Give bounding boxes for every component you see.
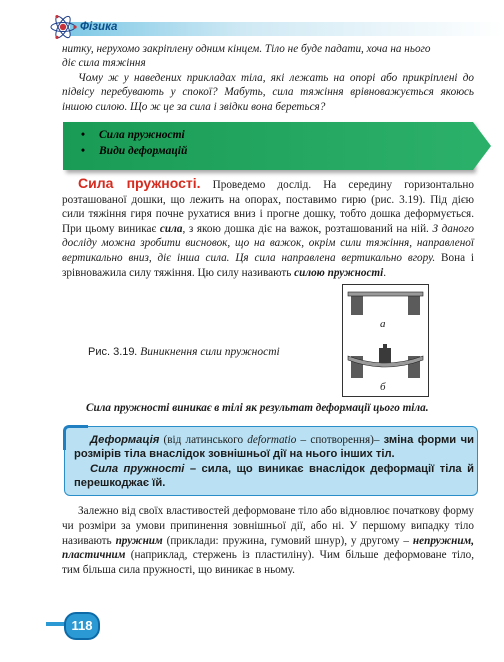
definition-box bbox=[64, 426, 478, 496]
section-text-3: Вона і зрівноважила силу тяжіння. Цю силу називають bbox=[62, 251, 474, 279]
figure-caption bbox=[88, 346, 280, 358]
intro-paragraph bbox=[62, 42, 474, 114]
intro-line-2: діє сила тяжіння bbox=[62, 57, 146, 70]
term-sila: сила bbox=[159, 222, 183, 235]
definition-term-deformation: Деформація bbox=[90, 434, 160, 446]
topics-arrow bbox=[473, 122, 491, 170]
section-conclusion: З даного досліду можна зробити висновок, що на важок, окрім сили тяжіння, направленої вертикально вниз, діє інша сила. Ця сила направлена вертикально вгору. bbox=[62, 222, 474, 264]
section-paragraph: Сила пружності. Проведемо дослід. На середину горизонтально розташованої дошки, що лежить на опорах, поставимо гирю (рис. 3.19). Під дією сили тяжіння гиря почне рухатися вниз і прогне дошку, тобто дошка деформується. При цьому виникає сила, з якою дошка діє на важок, розташований на ній. З даного досліду можна зробити висновок, що на важок, окрім сили тяжіння, направленої вертикально вниз, діє інша сила. Ця сила направлена вертикально вгору. Вона і зрівноважила силу тяжіння. Цю силу називають силою пружності. bbox=[62, 175, 474, 279]
key-statement: Сила пружності виникає в тілі як результат деформації цього тіла. bbox=[86, 402, 429, 414]
closing-paragraph: Залежно від своїх властивостей деформоване тіло або відновлює початкову форму чи розміри за умови припинення зовнішньої дії, або ні. У першому випадку тіло називають пружним (приклади: пружина, гумовий шнур), у другому – непружним, пластичним (наприклад, стержень із пластиліну). Чим більше деформоване тіло, тим більша сила пружності, що виникає в ньому. bbox=[62, 505, 474, 577]
atom-logo-icon bbox=[48, 12, 78, 42]
intro-line-1: нитку, нерухомо закріплену одним кінцем. Тіло не буде падати, хоча на нього bbox=[62, 43, 431, 55]
figure-label-b: б bbox=[380, 381, 386, 393]
term-elastic-force: силою пружності bbox=[294, 266, 384, 279]
topic-item: • Сила пружності bbox=[81, 129, 185, 141]
definition-deformation-body: зміна форми чи розмірів тіла внаслідок зовнішньої дії на нього інших тіл. bbox=[74, 434, 474, 461]
topic-item: • Види деформацій bbox=[81, 145, 188, 157]
figure-number: Рис. 3.19 bbox=[88, 346, 135, 358]
definition-elastic-body: – сила, що виникає внаслідок деформації тіла й перешкоджає їй. bbox=[74, 462, 474, 490]
intro-question: Чому ж у наведених прикладах тіла, які лежать на опорі або прикріплені до підвісу перебувають у спокої? Мабуть, сила тяжіння врівноважується якоюсь іншою силою. Що ж це за сила і звідки вона береться? bbox=[62, 71, 474, 113]
term-elastic: пружним bbox=[115, 534, 163, 547]
figure-caption-text: . Виникнення сили пружності bbox=[134, 346, 280, 358]
term-plastic: непружним, пластичним bbox=[62, 534, 474, 562]
figure-label-a: а bbox=[380, 318, 386, 330]
section-text-2: , з якою дошка діє на важок, розташований на ній. bbox=[182, 222, 433, 235]
definition-term-elastic: Сила пружності bbox=[90, 462, 185, 475]
page-number: 118 bbox=[64, 612, 100, 640]
section-text-1: Проведемо дослід. На середину горизонтально розташованої дошки, що лежить на опорах, поставимо гирю (рис. 3.19). Під дією сили тяжіння гиря почне рухатися вниз і прогне дошку, тобто дошка деформується. При цьому виникає bbox=[62, 179, 474, 235]
topic-label: Види деформацій bbox=[99, 145, 188, 157]
section-title: Сила пружності. bbox=[78, 175, 201, 191]
topic-label: Сила пружності bbox=[99, 129, 185, 141]
definition-text: Деформація (від латинського deformatio – спотворення)– зміна форми чи розмірів тіла внаслідок зовнішньої дії на нього інших тіл. Сила пружності – сила, що виникає внаслідок деформації тіла й перешкоджає їй. bbox=[74, 434, 474, 490]
header-band bbox=[70, 22, 504, 36]
topics-box bbox=[63, 122, 473, 170]
latin-word: deformatio bbox=[247, 434, 297, 446]
subject-label: Фізика bbox=[80, 21, 118, 33]
